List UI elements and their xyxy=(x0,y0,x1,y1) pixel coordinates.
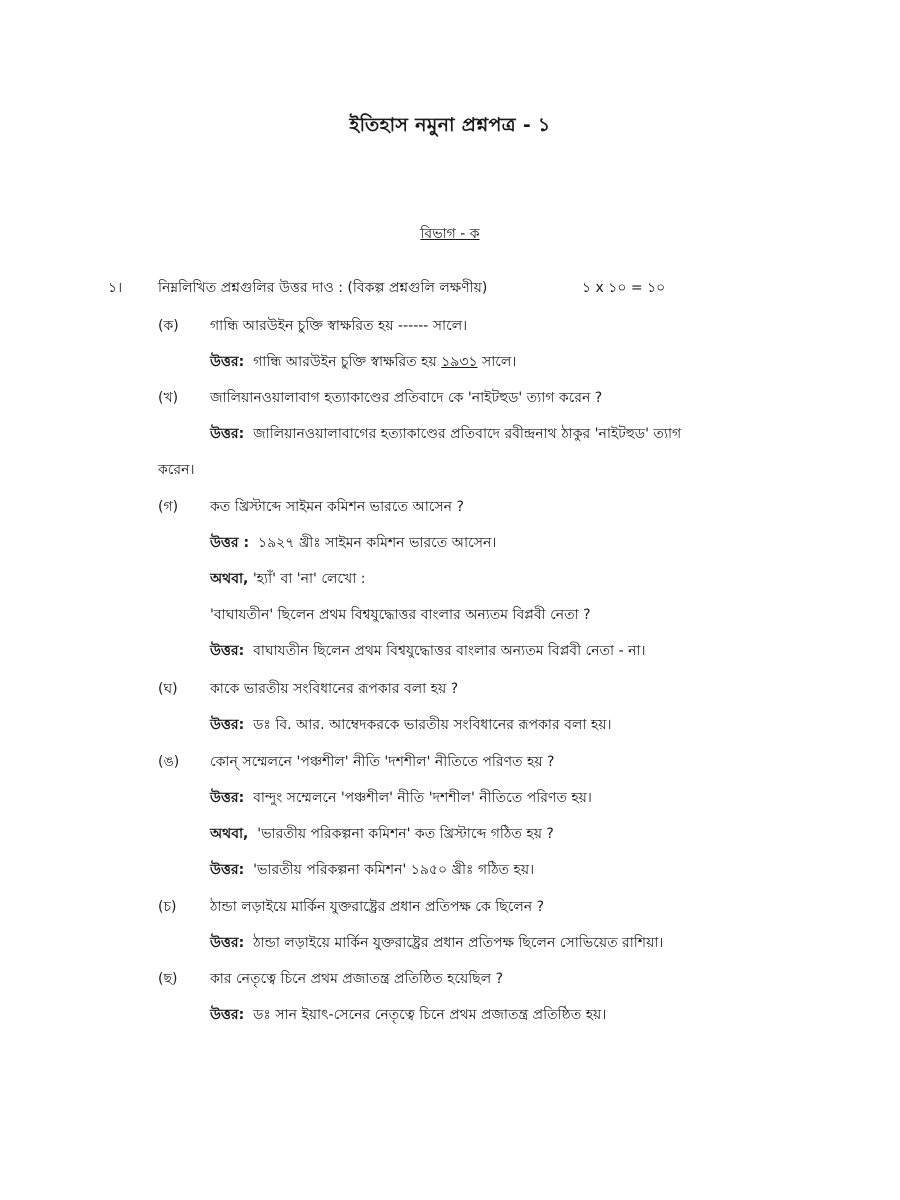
answer-text: ১৯২৭ খ্রীঃ সাইমন কমিশন ভারতে আসেন। xyxy=(258,535,497,551)
alternative-question-uma xyxy=(210,822,554,846)
answer-text: ডঃ সান ইয়াৎ-সেনের নেতৃত্বে চিনে প্রথম প্রজাতন্ত্র প্রতিষ্ঠিত হয়। xyxy=(253,1007,607,1023)
item-label-ka: (ক) xyxy=(158,318,179,334)
answer-text-pre: গান্ধি আরউইন চুক্তি স্বাক্ষরিত হয় xyxy=(253,354,437,370)
answer-label: উত্তর: xyxy=(210,1007,245,1023)
item-question-ga: কত খ্রিস্টাব্দে সাইমন কমিশন ভারতে আসেন ? xyxy=(210,499,464,515)
alternative-question-text: 'ভারতীয় পরিকল্পনা কমিশন' কত খ্রিস্টাব্দে গঠিত হয় ? xyxy=(257,826,554,842)
item-answer-gha xyxy=(210,713,611,737)
answer-text: জালিয়ানওয়ালাবাগের হত্যাকাণ্ডের প্রতিবাদে রবীন্দ্রনাথ ঠাকুর 'নাইটহুড' ত্যাগ xyxy=(253,426,682,442)
alternative-instruction-ga xyxy=(210,567,365,591)
item-answer-ga xyxy=(210,531,496,555)
answer-text: বান্দুং সম্মেলনে 'পঞ্চশীল' নীতি 'দশশীল' নীতিতে পরিণত হয়। xyxy=(253,790,592,806)
item-question-chha: কার নেতৃত্বে চিনে প্রথম প্রজাতন্ত্র প্রতিষ্ঠিত হয়েছিল ? xyxy=(210,971,504,987)
page-title: ইতিহাস নমুনা প্রশ্নপত্র - ১ xyxy=(349,114,551,136)
item-answer-kha-cont: করেন। xyxy=(158,462,195,478)
alternative-label: অথবা, xyxy=(210,571,249,587)
answer-label: উত্তর: xyxy=(210,717,245,733)
item-answer-chha xyxy=(210,1003,606,1027)
question-marks: ১ x ১০ = ১০ xyxy=(582,280,666,296)
answer-label: উত্তর: xyxy=(210,790,245,806)
item-label-cha: (চ) xyxy=(158,899,177,915)
item-question-ka: গান্ধি আরউইন চুক্তি স্বাক্ষরিত হয় ------ সালে। xyxy=(210,318,468,334)
item-label-chha: (ছ) xyxy=(158,971,178,987)
item-label-ga: (গ) xyxy=(158,499,179,515)
answer-text: ঠান্ডা লড়াইয়ে মার্কিন যুক্তরাষ্ট্রের প্রধান প্রতিপক্ষ ছিলেন সোভিয়েত রাশিয়া। xyxy=(253,935,664,951)
alternative-question-ga: 'বাঘাযতীন' ছিলেন প্রথম বিশ্বযুদ্ধোত্তর বাংলার অন্যতম বিপ্লবী নেতা ? xyxy=(210,607,591,623)
section-heading xyxy=(0,222,900,246)
answer-year: ১৯৩১ xyxy=(441,354,478,370)
alternative-label: অথবা, xyxy=(210,826,249,842)
section-label: বিভাগ - ক xyxy=(420,226,480,242)
item-answer-cha xyxy=(210,931,663,955)
answer-label: উত্তর: xyxy=(210,935,245,951)
item-question-gha: কাকে ভারতীয় সংবিধানের রূপকার বলা হয় ? xyxy=(210,681,459,697)
item-answer-kha xyxy=(210,422,681,446)
answer-label: উত্তর: xyxy=(210,862,245,878)
answer-label: উত্তর: xyxy=(210,426,245,442)
item-question-kha: জালিয়ানওয়ালাবাগ হত্যাকাণ্ডের প্রতিবাদে কে 'নাইটহুড' ত্যাগ করেন ? xyxy=(210,390,603,406)
answer-text: ডঃ বি. আর. আম্বেদকরকে ভারতীয় সংবিধানের রূপকার বলা হয়। xyxy=(253,717,612,733)
answer-label: উত্তর: xyxy=(210,354,245,370)
answer-text: বাঘাযতীন ছিলেন প্রথম বিশ্বযুদ্ধোত্তর বাংলার অন্যতম বিপ্লবী নেতা - না। xyxy=(253,643,646,659)
item-answer-uma xyxy=(210,786,592,810)
answer-text: 'ভারতীয় পরিকল্পনা কমিশন' ১৯৫০ খ্রীঃ গঠিত হয়। xyxy=(253,862,535,878)
question-instruction: নিম্নলিখিত প্রশ্নগুলির উত্তর দাও : (বিকল্প প্রশ্নগুলি লক্ষণীয়) xyxy=(158,280,488,296)
item-question-cha: ঠান্ডা লড়াইয়ে মার্কিন যুক্তরাষ্ট্রের প্রধান প্রতিপক্ষ কে ছিলেন ? xyxy=(210,899,545,915)
alternative-answer-ga xyxy=(210,639,646,663)
item-label-uma: (ঙ) xyxy=(158,754,180,770)
alternative-answer-uma xyxy=(210,858,534,882)
item-label-gha: (ঘ) xyxy=(158,681,178,697)
alternative-instruction-text: 'হ্যাঁ' বা 'না' লেখো : xyxy=(252,571,366,587)
item-label-kha: (খ) xyxy=(158,390,179,406)
answer-text-post: সালে। xyxy=(482,354,517,370)
answer-label: উত্তর: xyxy=(210,643,245,659)
question-number: ১। xyxy=(108,280,123,296)
answer-label: উত্তর : xyxy=(210,535,250,551)
item-question-uma: কোন্ সম্মেলনে 'পঞ্চশীল' নীতি 'দশশীল' নীতিতে পরিণত হয় ? xyxy=(210,754,555,770)
item-answer-ka xyxy=(210,350,516,374)
